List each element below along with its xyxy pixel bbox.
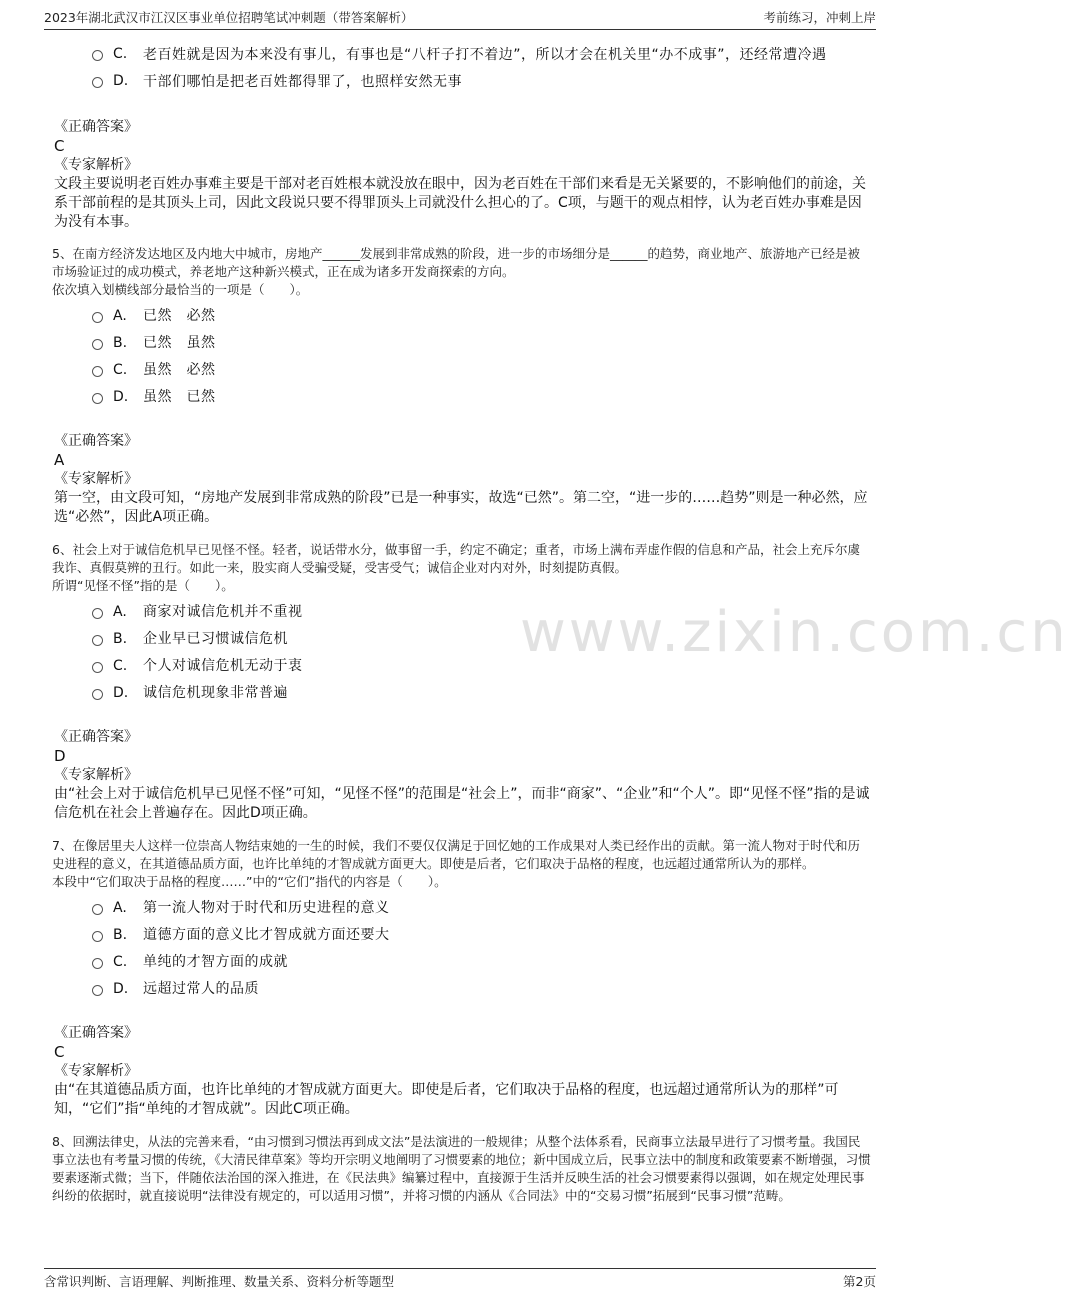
option-text: 个人对诚信危机无动于衷	[143, 657, 303, 674]
analysis-label: 《专家解析》	[54, 1063, 138, 1079]
correct-answer: C	[54, 1043, 65, 1061]
option-letter: D.	[113, 72, 129, 89]
answer-block	[52, 728, 872, 823]
question-6	[52, 541, 872, 823]
radio-icon[interactable]	[92, 904, 103, 915]
option-text: 老百姓就是因为本来没有事儿，有事也是“八杆子打不着边”，所以才会在机关里“办不成事”，还经常遭冷遇	[143, 46, 827, 63]
option-letter: B.	[113, 334, 128, 351]
option-letter: A.	[113, 603, 127, 620]
option-text: 虽然 必然	[143, 361, 216, 378]
radio-icon[interactable]	[92, 662, 103, 673]
option-a[interactable]	[52, 598, 872, 625]
answer-block	[52, 432, 872, 527]
question-stem: 5、在南方经济发达地区及内地大中城市，房地产______发展到非常成熟的阶段，进一步的市场细分是______的趋势，商业地产、旅游地产已经是被市场验证过的成功模式，养老地产这种新兴模式，正在成为诸多开发商探索的方向。	[52, 246, 860, 279]
option-letter: C.	[113, 953, 128, 970]
radio-icon[interactable]	[92, 366, 103, 377]
answer-label: 《正确答案》	[54, 433, 138, 449]
expert-analysis: 文段主要说明老百姓办事难主要是干部对老百姓根本就没放在眼中，因为老百姓在干部们来看是无关紧要的，不影响他们的前途，关系干部前程的是其顶头上司，因此文段说只要不得罪顶头上司就没什么担心的了。C项，与题干的观点相悖，认为老百姓办事难是因为没有本事。	[54, 176, 866, 230]
option-text: 第一流人物对于时代和历史进程的意义	[143, 899, 390, 916]
page-content	[52, 40, 872, 1205]
question-prompt: 所谓“见怪不怪”指的是（ ）。	[52, 578, 234, 593]
question-4-options	[52, 40, 872, 94]
radio-icon[interactable]	[92, 393, 103, 404]
radio-icon[interactable]	[92, 635, 103, 646]
answer-label: 《正确答案》	[54, 119, 138, 135]
option-letter: D.	[113, 388, 129, 405]
option-letter: D.	[113, 684, 129, 701]
option-letter: C.	[113, 657, 128, 674]
option-letter: B.	[113, 926, 128, 943]
watermark: www.zixin.com.cn	[520, 600, 1069, 665]
option-a[interactable]	[52, 894, 872, 921]
question-prompt: 本段中“它们取决于品格的程度……”中的“它们”指代的内容是（ ）。	[52, 874, 447, 889]
option-c[interactable]	[52, 652, 872, 679]
header-slogan: 考前练习，冲刺上岸	[763, 10, 876, 25]
option-c[interactable]	[52, 40, 872, 67]
option-d[interactable]	[52, 975, 872, 1002]
option-c[interactable]	[52, 948, 872, 975]
option-d[interactable]	[52, 67, 872, 94]
page-number: 第2页	[843, 1274, 876, 1289]
question-stem: 8、回溯法律史，从法的完善来看，“由习惯到习惯法再到成文法”是法演进的一般规律；从整个法体系看，民商事立法最早进行了习惯考量。我国民事立法也有考量习惯的传统，《大清民律草案》等均开宗明义地阐明了习惯要素的地位；新中国成立后，民事立法中的制度和政策要素不断增强，习惯要素逐渐式微；当下，伴随依法治国的深入推进，在《民法典》编纂过程中，直接源于生活并反映生活的社会习惯要素得以强调，如在规定处理民事纠纷的依据时，就直接说明“法律没有规定的，可以适用习惯”，并将习惯的内涵从《合同法》中的“交易习惯”拓展到“民事习惯”范畴。	[52, 1134, 871, 1203]
option-text: 单纯的才智方面的成就	[143, 953, 288, 970]
option-text: 商家对诚信危机并不重视	[143, 603, 303, 620]
page-header	[44, 8, 876, 30]
option-text: 虽然 已然	[143, 388, 216, 405]
question-7-options	[52, 894, 872, 1002]
radio-icon[interactable]	[92, 312, 103, 323]
option-b[interactable]	[52, 329, 872, 356]
option-letter: C.	[113, 45, 128, 62]
question-5	[52, 245, 872, 527]
correct-answer: A	[54, 451, 65, 469]
option-letter: C.	[113, 361, 128, 378]
question-stem: 7、在像居里夫人这样一位崇高人物结束她的一生的时候，我们不要仅仅满足于回忆她的工作成果对人类已经作出的贡献。第一流人物对于时代和历史进程的意义，在其道德品质方面，也许比单纯的才智成就方面更大。即使是后者，它们取决于品格的程度，也远超过通常所认为的那样。	[52, 838, 860, 871]
analysis-label: 《专家解析》	[54, 767, 138, 783]
option-text: 已然 必然	[143, 307, 216, 324]
option-letter: D.	[113, 980, 129, 997]
correct-answer: C	[54, 137, 65, 155]
question-stem: 6、社会上对于诚信危机早已见怪不怪。轻者，说话带水分，做事留一手，约定不确定；重者，市场上满布弄虚作假的信息和产品，社会上充斥尔虞我诈、真假莫辨的丑行。如此一来，股实商人受骗受疑，受害受气；诚信企业对内对外，时刻提防真假。	[52, 542, 860, 575]
option-letter: B.	[113, 630, 128, 647]
analysis-label: 《专家解析》	[54, 471, 138, 487]
answer-label: 《正确答案》	[54, 729, 138, 745]
question-7	[52, 837, 872, 1119]
option-d[interactable]	[52, 679, 872, 706]
option-letter: A.	[113, 307, 127, 324]
option-text: 干部们哪怕是把老百姓都得罪了，也照样安然无事	[143, 73, 462, 90]
option-text: 道德方面的意义比才智成就方面还要大	[143, 926, 390, 943]
radio-icon[interactable]	[92, 958, 103, 969]
question-prompt: 依次填入划横线部分最恰当的一项是（ ）。	[52, 282, 309, 297]
page-footer	[44, 1268, 876, 1290]
question-4	[52, 40, 872, 232]
answer-label: 《正确答案》	[54, 1025, 138, 1041]
answer-block	[52, 118, 872, 232]
analysis-label: 《专家解析》	[54, 157, 138, 173]
answer-block	[52, 1024, 872, 1119]
correct-answer: D	[54, 747, 66, 765]
expert-analysis: 由“社会上对于诚信危机早已见怪不怪”可知，“见怪不怪”的范围是“社会上”，而非“商家”、“企业”和“个人”。即“见怪不怪”指的是诚信危机在社会上普遍存在。因此D项正确。	[54, 786, 870, 821]
option-letter: A.	[113, 899, 127, 916]
question-5-options	[52, 302, 872, 410]
expert-analysis: 由“在其道德品质方面，也许比单纯的才智成就方面更大。即使是后者，它们取决于品格的程度，也远超过通常所认为的那样”可知，“它们”指“单纯的才智成就”。因此C项正确。	[54, 1082, 839, 1117]
option-text: 已然 虽然	[143, 334, 216, 351]
radio-icon[interactable]	[92, 689, 103, 700]
option-b[interactable]	[52, 921, 872, 948]
option-text: 诚信危机现象非常普遍	[143, 684, 288, 701]
radio-icon[interactable]	[92, 985, 103, 996]
option-text: 企业早已习惯诚信危机	[143, 630, 288, 647]
option-text: 远超过常人的品质	[143, 980, 259, 997]
question-8	[52, 1133, 872, 1205]
radio-icon[interactable]	[92, 608, 103, 619]
option-c[interactable]	[52, 356, 872, 383]
radio-icon[interactable]	[92, 77, 103, 88]
footer-topics: 含常识判断、言语理解、判断推理、数量关系、资料分析等题型	[44, 1274, 395, 1289]
option-a[interactable]	[52, 302, 872, 329]
radio-icon[interactable]	[92, 339, 103, 350]
radio-icon[interactable]	[92, 931, 103, 942]
option-b[interactable]	[52, 625, 872, 652]
question-6-options	[52, 598, 872, 706]
radio-icon[interactable]	[92, 50, 103, 61]
expert-analysis: 第一空，由文段可知，“房地产发展到非常成熟的阶段”已是一种事实，故选“已然”。第二空，“进一步的……趋势”则是一种必然，应选“必然”，因此A项正确。	[54, 490, 868, 525]
option-d[interactable]	[52, 383, 872, 410]
document-title: 2023年湖北武汉市江汉区事业单位招聘笔试冲刺题（带答案解析）	[44, 10, 414, 25]
